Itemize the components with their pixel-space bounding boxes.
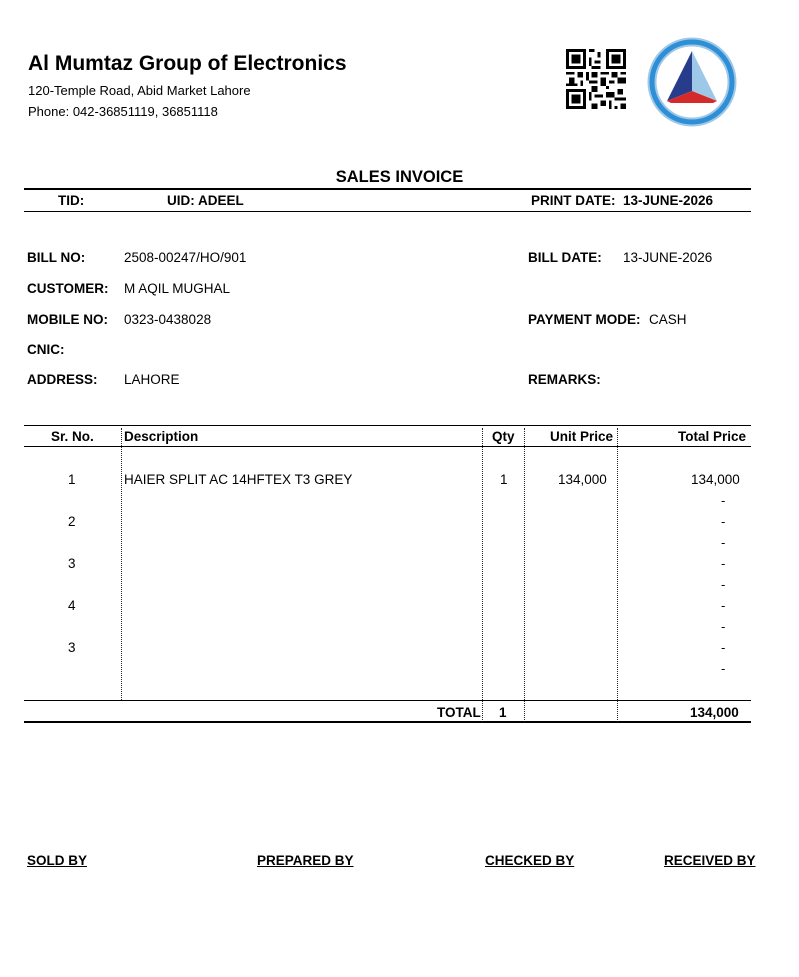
table-row-sr: 1 — [68, 472, 76, 487]
signature-sold-by: SOLD BY — [27, 853, 88, 868]
empty-total-dash: - — [721, 514, 726, 529]
column-divider — [524, 428, 525, 722]
table-row-total-price: 134,000 — [691, 472, 740, 487]
company-phone: Phone: 042-36851119, 36851118 — [28, 104, 218, 119]
cnic-label: CNIC: — [27, 342, 65, 357]
table-row-sr: 4 — [68, 598, 76, 613]
table-row-qty: 1 — [500, 472, 508, 487]
payment-mode-value: CASH — [649, 312, 687, 327]
column-divider — [121, 428, 122, 700]
print-date-value: 13-JUNE-2026 — [623, 193, 714, 208]
empty-total-dash: - — [721, 535, 726, 550]
customer-value: M AQIL MUGHAL — [124, 281, 231, 296]
uid-label: UID: ADEEL — [167, 193, 244, 208]
header-unit-price: Unit Price — [550, 429, 614, 444]
column-divider — [482, 428, 483, 722]
remarks-label: REMARKS: — [528, 372, 601, 387]
table-row-description: HAIER SPLIT AC 14HFTEX T3 GREY — [124, 472, 353, 487]
meta-bottom-rule — [24, 211, 751, 212]
print-date-label: PRINT DATE: — [531, 193, 616, 208]
total-qty: 1 — [499, 705, 507, 720]
table-row-sr: 2 — [68, 514, 76, 529]
empty-total-dash: - — [721, 577, 726, 592]
table-bottom-rule — [24, 721, 751, 723]
customer-label: CUSTOMER: — [27, 281, 109, 296]
total-label: TOTAL — [437, 705, 481, 720]
header-qty: Qty — [492, 429, 515, 444]
table-row-sr: 3 — [68, 640, 76, 655]
mobile-label: MOBILE NO: — [27, 312, 108, 327]
mobile-value: 0323-0438028 — [124, 312, 212, 327]
empty-total-dash: - — [721, 493, 726, 508]
empty-total-dash: - — [721, 598, 726, 613]
bill-no-value: 2508-00247/HO/901 — [124, 250, 247, 265]
meta-top-rule — [24, 188, 751, 190]
total-amount: 134,000 — [690, 705, 739, 720]
bill-date-label: BILL DATE: — [528, 250, 602, 265]
address-label: ADDRESS: — [27, 372, 98, 387]
header-description: Description — [124, 429, 199, 444]
invoice-title: SALES INVOICE — [335, 168, 464, 186]
empty-total-dash: - — [721, 556, 726, 571]
company-address: 120-Temple Road, Abid Market Lahore — [28, 83, 251, 98]
address-value: LAHORE — [124, 372, 180, 387]
signature-received-by: RECEIVED BY — [664, 853, 756, 868]
header-sr-no: Sr. No. — [51, 429, 94, 444]
table-top-rule — [24, 425, 751, 426]
empty-total-dash: - — [721, 661, 726, 676]
signature-checked-by: CHECKED BY — [485, 853, 575, 868]
bill-date-value: 13-JUNE-2026 — [623, 250, 713, 265]
column-divider — [617, 428, 618, 722]
header-total-price: Total Price — [678, 429, 747, 444]
brand-logo-icon — [647, 37, 737, 127]
bill-no-label: BILL NO: — [27, 250, 86, 265]
table-body-bottom-rule — [24, 700, 751, 701]
qr-code-icon — [566, 49, 626, 109]
empty-total-dash: - — [721, 619, 726, 634]
empty-total-dash: - — [721, 640, 726, 655]
company-name: Al Mumtaz Group of Electronics — [28, 52, 347, 75]
table-row-sr: 3 — [68, 556, 76, 571]
table-row-unit-price: 134,000 — [558, 472, 607, 487]
tid-label: TID: — [58, 193, 85, 208]
signature-prepared-by: PREPARED BY — [257, 853, 354, 868]
payment-mode-label: PAYMENT MODE: — [528, 312, 641, 327]
table-header-rule — [24, 446, 751, 447]
